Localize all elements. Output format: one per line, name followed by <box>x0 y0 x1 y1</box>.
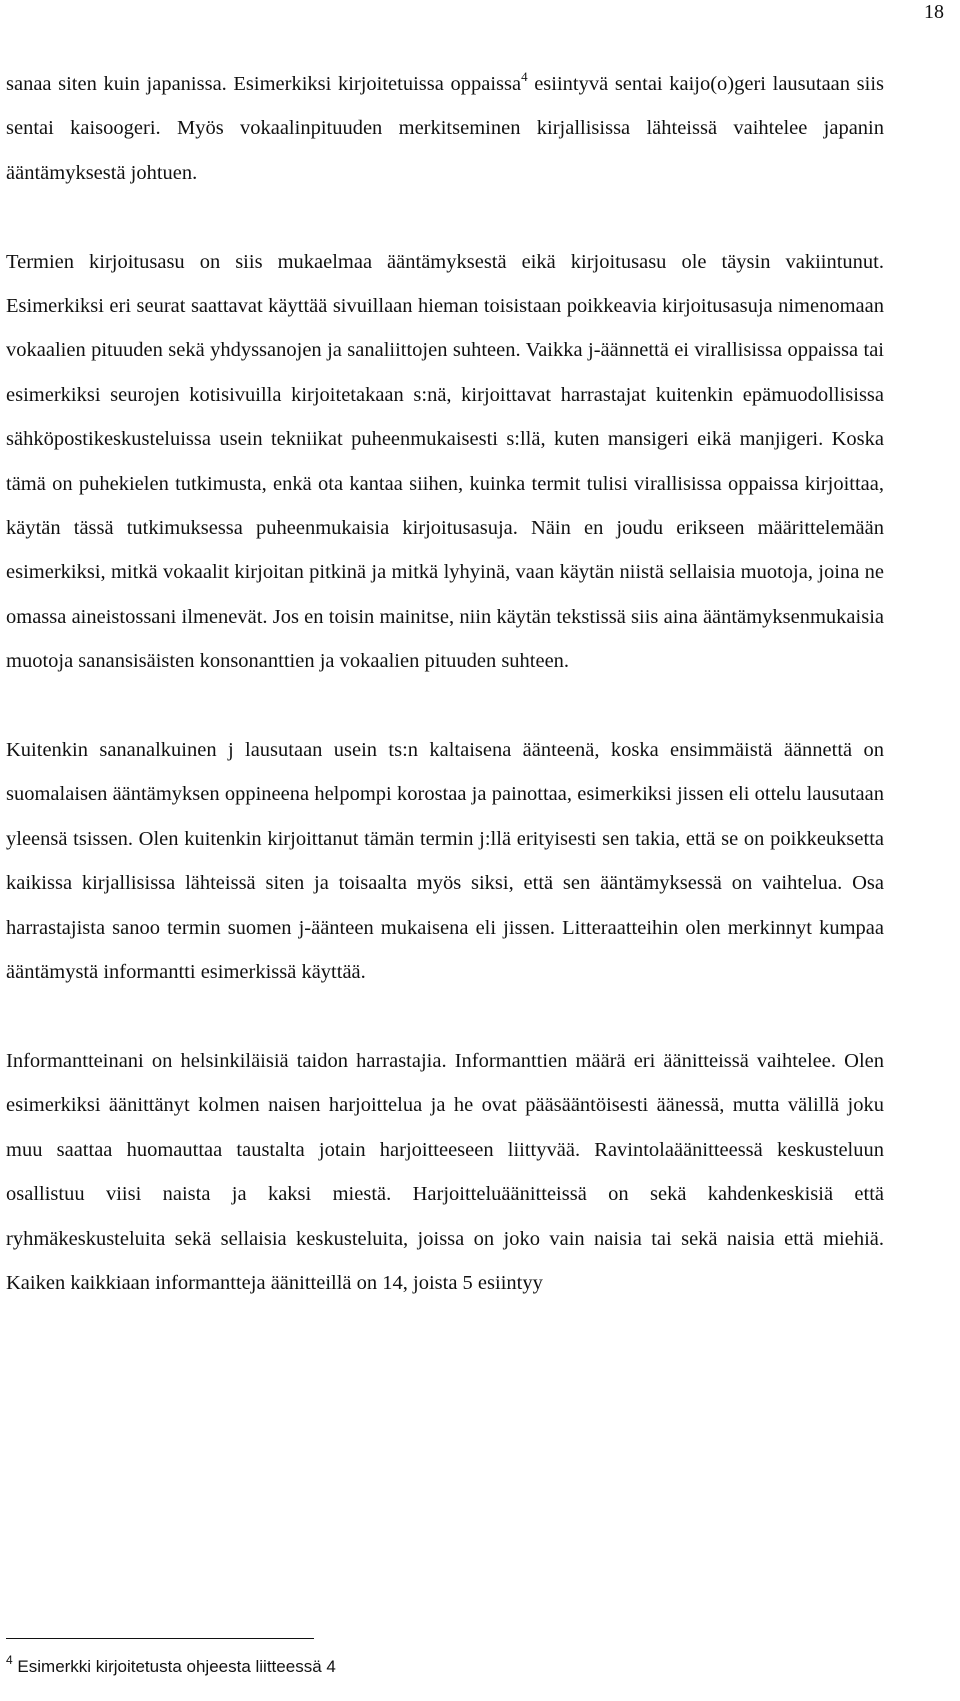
footnote <box>6 1653 336 1678</box>
footnote-marker: 4 <box>6 1653 13 1667</box>
footnote-text: Esimerkki kirjoitetusta ohjeesta liitteessä 4 <box>12 1657 336 1676</box>
paragraph-1-text-start: sanaa siten kuin japanissa. Esimerkiksi kirjoitetuissa oppaissa <box>6 73 522 95</box>
footnote-reference: 4 <box>521 69 528 84</box>
page-number: 18 <box>924 1 944 23</box>
paragraph-2: Termien kirjoitusasu on siis mukaelmaa ääntämyksestä eikä kirjoitusasu ole täysin vakiintunut. Esimerkiksi eri seurat saattavat käyttää sivuillaan hieman toisistaan poikkeavia kirjoitusasuja nimenomaan vokaalien pituuden sekä yhdyssanojen ja sanaliittojen suhteen. Vaikka j-äännettä ei virallisissa oppaissa tai esimerkiksi seurojen kotisivuilla kirjoitetakaan s:nä, kirjoittavat harrastajat kuitenkin epämuodollisissa sähköpostikeskusteluissa usein tekniikat puheenmukaisesti s:llä, kuten mansigeri eikä manjigeri. Koska tämä on puhekielen tutkimusta, enkä ota kantaa siihen, kuinka termit tulisi virallisissa oppaissa kirjoittaa, käytän tässä tutkimuksessa puheenmukaisia kirjoitusasuja. Näin en joudu erikseen määrittelemään esimerkiksi, mitkä vokaalit kirjoitan pitkinä ja mitkä lyhyinä, vaan käytän niistä sellaisia muotoja, joina ne omassa aineistossani ilmenevät. Jos en toisin mainitse, niin käytän tekstissä siis aina ääntämyksenmukaisia muotoja sanansisäisten konsonanttien ja vokaalien pituuden suhteen. <box>6 250 884 673</box>
body-text <box>6 62 884 1305</box>
paragraph-1 <box>6 62 884 195</box>
footnote-separator <box>6 1638 314 1639</box>
paragraph-4: Informantteinani on helsinkiläisiä taidon harrastajia. Informanttien määrä eri äänitteissä vaihtelee. Olen esimerkiksi äänittänyt kolmen naisen harjoittelua ja he ovat pääsääntöisesti äänessä, mutta välillä joku muu saattaa huomauttaa taustalta jotain harjoitteeseen liittyvää. Ravintolaäänitteessä keskusteluun osallistuu viisi naista ja kaksi miestä. Harjoitteluäänitteissä on sekä kahdenkeskisiä että ryhmäkeskusteluita sekä sellaisia keskusteluita, joissa on joko vain naisia tai sekä naisia että miehiä. Kaiken kaikkiaan informantteja äänitteillä on 14, joista 5 esiintyy <box>6 1049 884 1294</box>
paragraph-3: Kuitenkin sananalkuinen j lausutaan usein ts:n kaltaisena äänteenä, koska ensimmäistä äännettä on suomalaisen ääntämyksen oppineena helpompi korostaa ja painottaa, esimerkiksi jissen eli ottelu lausutaan yleensä tsissen. Olen kuitenkin kirjoittanut tämän termin j:llä erityisesti sen takia, että se on poikkeuksetta kaikissa kirjallisissa lähteissä siten ja toisaalta myös siksi, että sen ääntämyksessä on vaihtelua. Osa harrastajista sanoo termin suomen j-äänteen mukaisena eli jissen. Litteraatteihin olen merkinnyt kumpaa ääntämystä informantti esimerkissä käyttää. <box>6 739 884 984</box>
paragraph-1-text-end: esiintyvä sentai kaijo(o)geri lausutaan siis sentai kaisoogeri. Myös vokaalinpituuden merkitseminen kirjallisissa lähteissä vaihtelee japanin ääntämyksestä johtuen. <box>6 73 884 184</box>
